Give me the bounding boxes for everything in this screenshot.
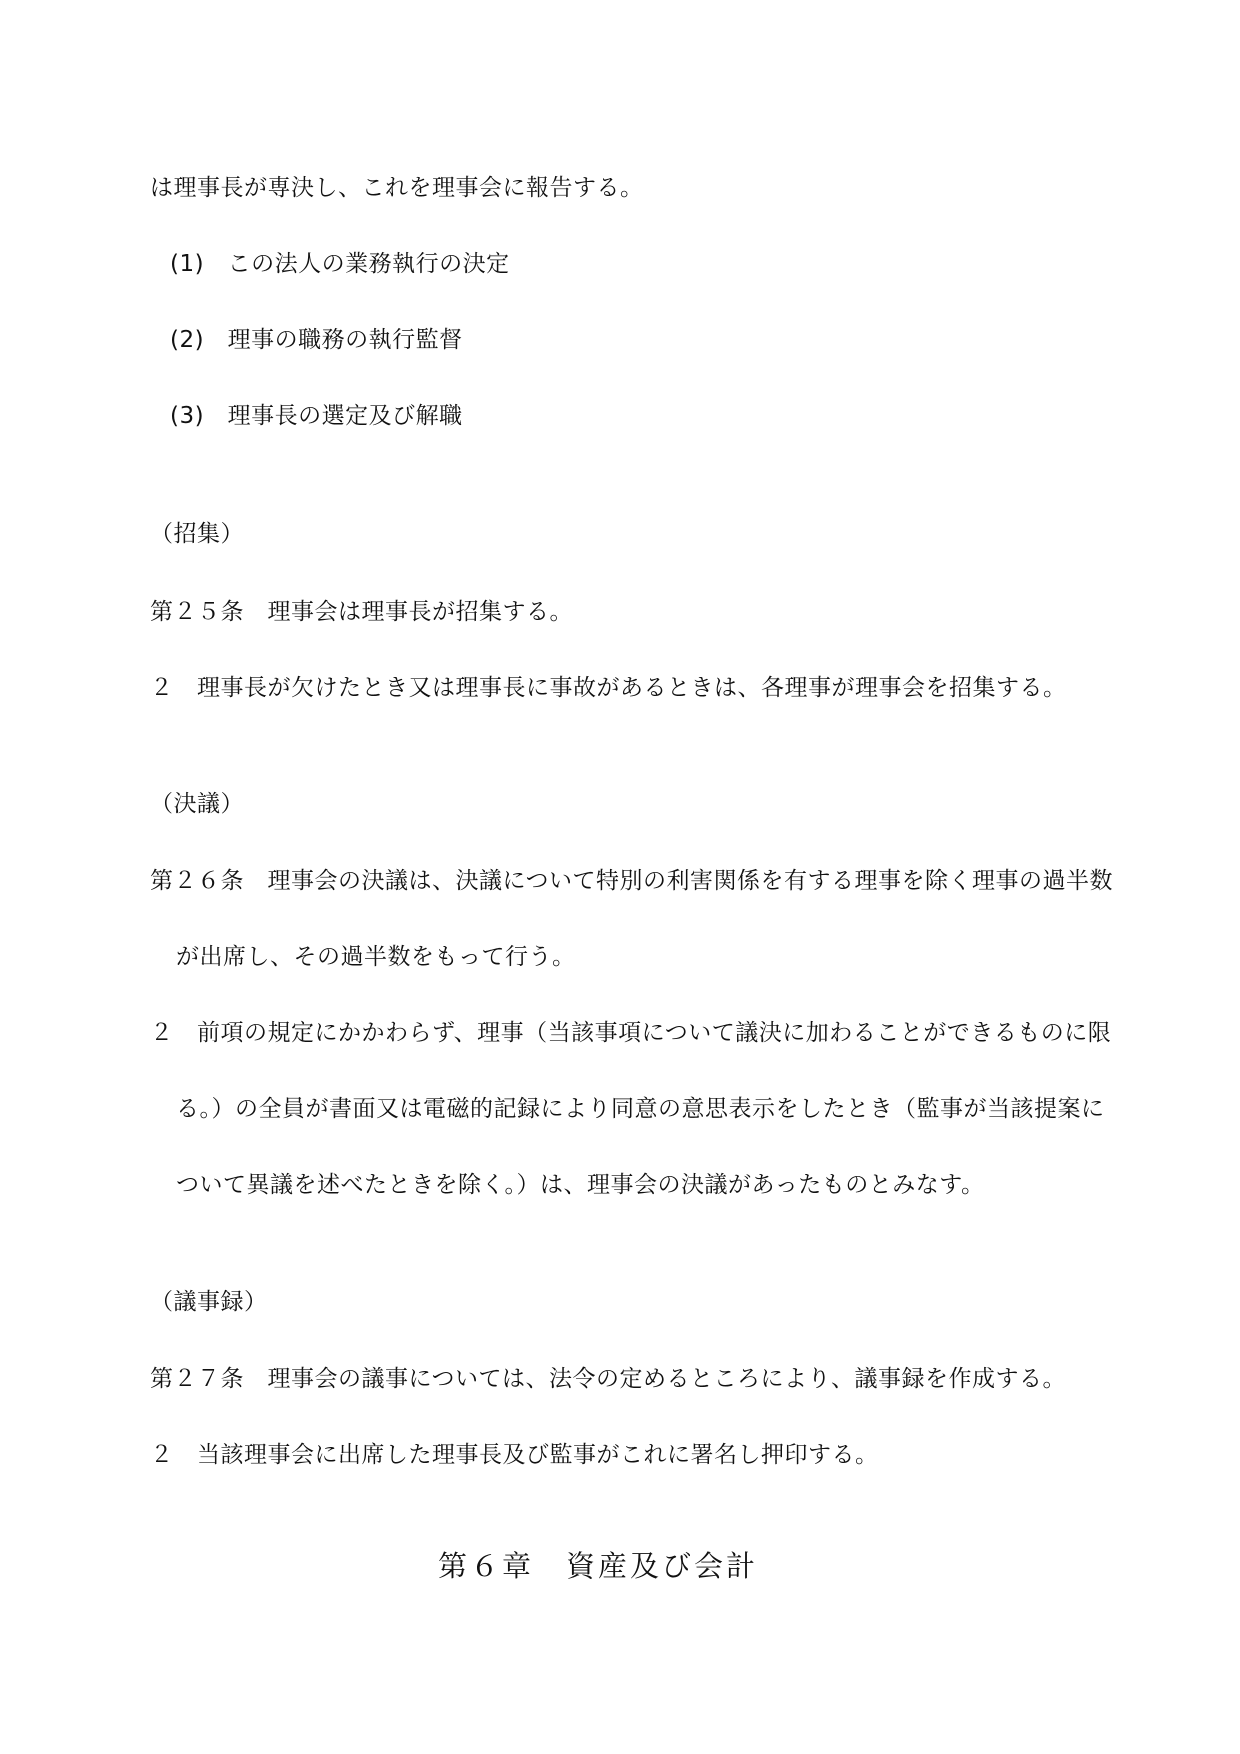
article-26-paragraph-2-line-3: ついて異議を述べたときを除く。）は、理事会の決議があったものとみなす。 — [176, 1172, 985, 1198]
intro-item-1: (1) この法人の業務執行の決定 — [170, 251, 510, 277]
section-heading-minutes: （議事録） — [150, 1289, 268, 1315]
article-26-line-1: 第２６条 理事会の決議は、決議について特別の利害関係を有する理事を除く理事の過半数 — [150, 868, 1114, 894]
intro-item-3: (3) 理事長の選定及び解職 — [170, 403, 463, 429]
intro-continuation: は理事長が専決し、これを理事会に報告する。 — [150, 175, 644, 201]
section-heading-convocation: （招集） — [150, 521, 244, 547]
article-26-paragraph-2-line-1: ２ 前項の規定にかかわらず、理事（当該事項について議決に加わることができるものに限 — [150, 1020, 1112, 1046]
article-27: 第２７条 理事会の議事については、法令の定めるところにより、議事録を作成する。 — [150, 1366, 1067, 1392]
article-26-line-2: が出席し、その過半数をもって行う。 — [176, 944, 576, 970]
article-25-paragraph-2: ２ 理事長が欠けたとき又は理事長に事故があるときは、各理事が理事会を招集する。 — [150, 675, 1067, 701]
article-27-paragraph-2: ２ 当該理事会に出席した理事長及び監事がこれに署名し押印する。 — [150, 1442, 879, 1468]
section-heading-resolution: （決議） — [150, 791, 244, 817]
intro-item-2: (2) 理事の職務の執行監督 — [170, 327, 463, 353]
chapter-title: 第６章 資産及び会計 — [438, 1549, 759, 1583]
article-25: 第２５条 理事会は理事長が招集する。 — [150, 599, 573, 625]
article-26-paragraph-2-line-2: る。）の全員が書面又は電磁的記録により同意の意思表示をしたとき（監事が当該提案に — [176, 1096, 1105, 1122]
